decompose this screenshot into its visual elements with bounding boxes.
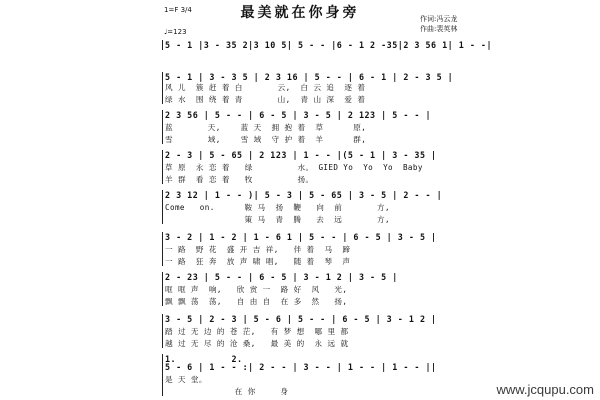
lyric-line: 草 原 永 恋 着 绿 水。 GIED Yo Yo Yo Baby xyxy=(165,163,423,172)
lyric-line: 羊 群 看 恋 着 牧 扬。 xyxy=(165,175,314,184)
key-label: 1=F xyxy=(164,6,179,14)
lyric-line: 踏 过 无 边 的 苍 茫, 有 梦 想 哪 里 都 xyxy=(165,327,349,336)
system-bracket xyxy=(162,232,163,266)
lyricist-credit: 作词:冯云龙 xyxy=(420,15,458,23)
composer-credit: 作曲:裴英林 xyxy=(420,25,458,33)
lyric-line: 越 过 无 尽 的 沧 桑, 最 美 的 永 远 就 xyxy=(165,339,349,348)
lyric-line: 蓝 天, 蓝 天 拥 抱 着 草 原, xyxy=(165,123,367,132)
notation-line: 5 - 1 |3 - 35 2|3 10 5| 5 - - |6 - 1 2 -35|2 3 56 1| 1 - -| xyxy=(165,40,492,50)
system-bracket xyxy=(162,272,163,306)
lyric-line: 在 你 身 xyxy=(165,387,289,396)
key-signature xyxy=(164,6,192,15)
song-title: 最美就在你身旁 xyxy=(240,5,360,21)
system-bracket xyxy=(162,110,163,144)
system-bracket xyxy=(162,72,163,104)
system-bracket xyxy=(162,314,163,348)
notation-line: 2 3 56 | 5 - - | 6 - 5 | 3 - 5 | 2 123 | 5 - - | xyxy=(165,110,432,120)
lyric-line: 策 马 青 腾 去 远 方, xyxy=(165,215,390,224)
lyric-line: 绿 水 围 绕 着 青 山, 青 山 深 爱 着 xyxy=(165,95,366,104)
lyric-line: 是 天 堂。 xyxy=(165,375,207,384)
lyric-line: 飘 飘 荡 荡, 自 由 自 在 多 然 扬, xyxy=(165,297,348,306)
lyric-line: 一 路 野 花 盛 开 吉 祥, 伴 着 马 蹄 xyxy=(165,245,351,254)
notation-line: 5 - 6 | 1 - - :| 2 - - | 3 - - | 1 - - | 1 - - || xyxy=(165,362,437,372)
site-watermark: www.jcqupu.com xyxy=(496,382,594,397)
time-signature: 3/4 xyxy=(180,6,192,14)
notation-line: 1. 2. xyxy=(165,354,293,364)
lyric-line: 一 路 狂 奔 放 声 啸 唱, 随 着 琴 声 xyxy=(165,257,351,266)
notation-line: 3 - 2 | 1 - 2 | 1 - 6 1 | 5 - - | 6 - 5 | 3 - 5 | xyxy=(165,232,437,242)
system-bracket xyxy=(162,150,163,184)
system-bracket xyxy=(162,40,163,50)
lyric-line: 雪 域, 雪 域 守 护 着 羊 群, xyxy=(165,135,367,144)
lyric-line: 哐 哐 声 响, 欣 赏 一 路 好 风 光, xyxy=(165,285,348,294)
tempo-marking: ♩=123 xyxy=(164,28,187,36)
notation-line: 2 - 3 | 5 - 65 | 2 123 | 1 - - |(5 - 1 | 3 - 35 | xyxy=(165,150,437,160)
notation-line: 3 - 5 | 2 - 3 | 5 - 6 | 5 - - | 6 - 5 | 3 - 1 2 | xyxy=(165,314,437,324)
system-bracket xyxy=(162,190,163,224)
notation-line: 2 3 12 | 1 - - )| 5 - 3 | 5 - 65 | 3 - 5 | 2 - - | xyxy=(165,190,443,200)
notation-line: 5 - 1 | 3 - 3 5 | 2 3 16 | 5 - - | 6 - 1 | 2 - 3 5 | xyxy=(165,72,454,82)
lyric-line: Come on. 鞍 马 扬 鞭 向 前 方, xyxy=(165,203,390,212)
lyric-line: 风 儿 簇 赶 着 白 云, 白 云 追 逐 着 xyxy=(165,83,366,92)
system-bracket xyxy=(162,354,163,396)
credits xyxy=(420,14,457,34)
notation-line: 2 - 23 | 5 - - | 6 - 5 | 3 - 1 2 | 3 - 5 | xyxy=(165,272,398,282)
